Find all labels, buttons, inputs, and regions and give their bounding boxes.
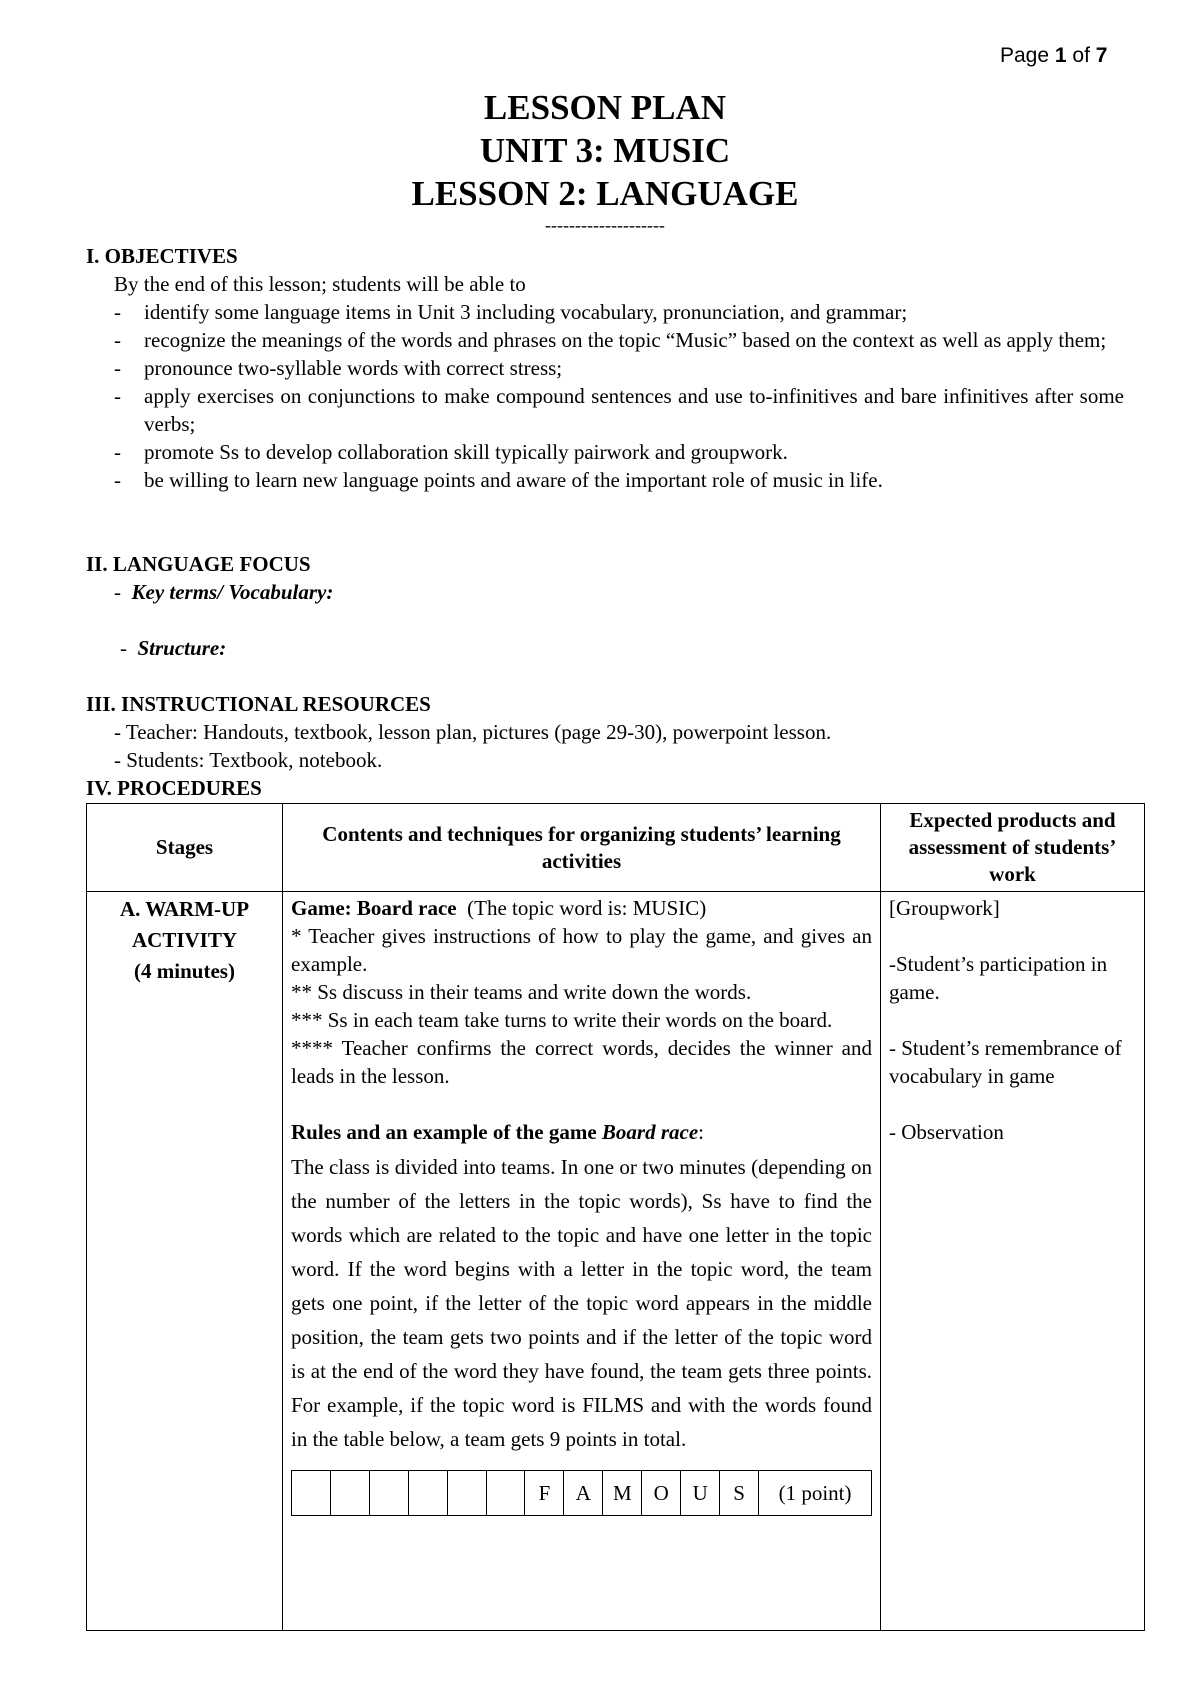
objective-item: - recognize the meanings of the words and phrases on the topic “Music” based on the context as well as apply them;	[114, 326, 1124, 354]
letter-cell	[447, 1471, 486, 1516]
language-focus-structure: - Structure:	[120, 636, 227, 660]
language-focus-vocab: - Key terms/ Vocabulary:	[114, 580, 334, 604]
col-header-expected: Expected products and assessment of students’ work	[881, 804, 1145, 892]
letter-cell	[369, 1471, 408, 1516]
resources-heading: III. INSTRUCTIONAL RESOURCES	[86, 692, 431, 716]
step-item: *** Ss in each team take turns to write their words on the board.	[291, 1008, 833, 1032]
letter-cell: F	[525, 1471, 564, 1516]
col-header-stages: Stages	[87, 804, 283, 892]
expected-item: - Student’s remembrance of vocabulary in game	[889, 1036, 1122, 1088]
letter-cell: O	[642, 1471, 681, 1516]
letter-cell: A	[564, 1471, 603, 1516]
game-topic: (The topic word is: MUSIC)	[467, 896, 707, 920]
objective-item: - pronounce two-syllable words with correct stress;	[114, 354, 1124, 382]
letter-cell: U	[681, 1471, 720, 1516]
letter-cell: M	[603, 1471, 642, 1516]
game-title: Game: Board race	[291, 896, 457, 920]
objectives-intro: By the end of this lesson; students will be able to	[114, 272, 526, 296]
objectives-heading: I. OBJECTIVES	[86, 244, 238, 268]
title-lesson: LESSON 2: LANGUAGE	[411, 174, 799, 213]
vocab-label: Key terms/ Vocabulary:	[131, 580, 334, 604]
procedures-heading: IV. PROCEDURES	[86, 776, 262, 800]
col-header-contents: Contents and techniques for organizing students’ learning activities	[283, 804, 881, 892]
language-focus-heading: II. LANGUAGE FOCUS	[86, 552, 311, 576]
step-item: ** Ss discuss in their teams and write down the words.	[291, 980, 752, 1004]
step-item: * Teacher gives instructions of how to play the game, and gives an example.	[291, 924, 872, 976]
page-number: Page 1 of 7	[1000, 44, 1108, 67]
expected-item: [Groupwork]	[889, 896, 1000, 920]
resources-students: - Students: Textbook, notebook.	[114, 748, 383, 772]
letter-cell	[486, 1471, 525, 1516]
letter-cell	[292, 1471, 331, 1516]
title-divider: --------------------	[545, 215, 665, 235]
procedures-table	[86, 803, 1145, 1631]
structure-label: Structure:	[137, 636, 227, 660]
rules-heading: Rules and an example of the game Board race	[291, 1120, 699, 1144]
objective-item: - be willing to learn new language points and aware of the important role of music in life.	[114, 466, 1124, 494]
table-header-row	[87, 804, 1145, 892]
stage-cell: A. WARM-UP ACTIVITY (4 minutes)	[87, 892, 283, 1631]
letter-cell	[408, 1471, 447, 1516]
points-cell: (1 point)	[759, 1471, 872, 1516]
letter-cell: S	[720, 1471, 759, 1516]
title-block	[0, 86, 1200, 235]
contents-cell: Game: Board race (The topic word is: MUSIC) * Teacher gives instructions of how to play the game, and gives an example. ** Ss discuss in their teams and write down the words. *** Ss in each team take turns to write their words on the board. **** Teacher confirms the correct words, decides the winner and leads in the lesson. Rules and an example of the game Board race: The class is divided into teams. In one or two minutes (depending on the number of the letters in the topic words), Ss have to find the words which are related to the topic and have one letter in the topic word. If the word begins with a letter in the topic word, the team gets one point, if the letter of the topic word appears in the middle position, the team gets two points and if the letter of the topic word is at the end of the word they have found, the team gets three points. For example, if the topic word is FILMS and with the words found in the table below, a team gets 9 points in total. F A M O U S (1 point)	[283, 892, 881, 1631]
expected-item: -Student’s participation in game.	[889, 952, 1108, 1004]
objective-item: - apply exercises on conjunctions to make compound sentences and use to-infinitives and bare infinitives after some verbs;	[114, 382, 1124, 438]
objective-item: - promote Ss to develop collaboration skill typically pairwork and groupwork.	[114, 438, 1124, 466]
title-lesson-plan: LESSON PLAN	[483, 88, 727, 127]
table-row	[87, 892, 1145, 1631]
objectives-list	[114, 298, 1124, 494]
objective-item: - identify some language items in Unit 3 including vocabulary, pronunciation, and grammar;	[114, 298, 1124, 326]
title-unit: UNIT 3: MUSIC	[479, 131, 731, 170]
rules-text: The class is divided into teams. In one or two minutes (depending on the number of the letters in the topic words), Ss have to find the words which are related to the topic and have one letter in the topic word. If the word begins with a letter in the topic word, the team gets one point, if the letter of the topic word appears in the middle position, the team gets two points and if the letter of the topic word is at the end of the word they have found, the team gets three points. For example, if the topic word is FILMS and with the words found in the table below, a team gets 9 points in total.	[291, 1155, 872, 1451]
resources-teacher: - Teacher: Handouts, textbook, lesson plan, pictures (page 29-30), powerpoint lesson.	[114, 720, 832, 744]
step-item: **** Teacher confirms the correct words, decides the winner and leads in the lesson.	[291, 1036, 872, 1088]
expected-item: - Observation	[889, 1120, 1004, 1144]
letters-table	[291, 1470, 872, 1516]
expected-cell	[881, 892, 1145, 1631]
letter-cell	[330, 1471, 369, 1516]
